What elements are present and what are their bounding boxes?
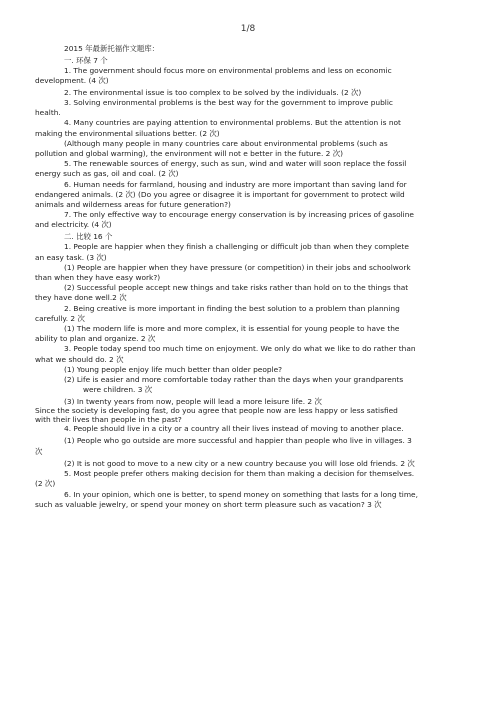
topic-env-2: 2. The environmental issue is too complex to be solved by the individuals. (2 次) xyxy=(64,87,362,97)
topic-env-4-variant: (Although many people in many countries care about environmental problems (such as pollution and global warming), the environment will not e better in the future. 2 次) xyxy=(35,138,388,159)
topic-cmp-5: 5. Most people prefer others making decision for them than making a decision for themselves. (2 次) xyxy=(35,469,415,489)
topic-env-1: 1. The government should focus more on environmental problems and less on economic development. (4 次) xyxy=(35,65,392,86)
topic-cmp-1-sub-2: (2) Successful people accept new things and take risks rather than hold on to the things that they have done well.2 次 xyxy=(35,283,409,303)
doc-title: 2015 年最新托福作文题库： xyxy=(64,44,160,53)
document-body xyxy=(35,44,463,510)
topic-cmp-3: 3. People today spend too much time on enjoyment. We only do what we like to do rather than what we should do. 2 次 xyxy=(35,344,416,364)
topic-cmp-3-sub-1: (1) Young people enjoy life much better than older people? xyxy=(64,364,283,374)
topic-cmp-6: 6. In your opinion, which one is better, to spend money on something that lasts for a long time, such as valuable jewelry, or spend your money on short term pleasure such as vacation? 3 次 xyxy=(35,489,418,509)
topic-env-5: 5. The renewable sources of energy, such as sun, wind and water will soon replace the fossil energy such as gas, oil and coal. (2 次) xyxy=(35,159,407,179)
topic-cmp-4: 4. People should live in a city or a country all their lives instead of moving to another place. xyxy=(64,424,404,434)
topic-cmp-2-sub-1: (1) The modern life is more and more complex, it is essential for young people to have the ability to plan and organize. 2 次 xyxy=(35,323,400,344)
topic-cmp-4-sub-2: (2) It is not good to move to a new city or a new country because you will lose old friends. 2 次 xyxy=(64,459,415,468)
topic-cmp-2: 2. Being creative is more important in finding the best solution to a problem than planning carefully. 2 次 xyxy=(35,303,400,323)
topic-env-4: 4. Many countries are paying attention to environmental problems. But the attention is not making the environmental siluations better. (2 次) xyxy=(35,118,401,138)
section-heading-comparison: 二. 比较 16 个 xyxy=(64,232,113,242)
topic-cmp-1-sub-1: (1) People are happier when they have pressure (or competition) in their jobs and schoolwork than when they have easy work?) xyxy=(35,262,411,282)
section-heading-environment: 一. 环保 7 个 xyxy=(64,55,108,65)
topic-cmp-1: 1. People are happier when they finish a challenging or difficult job than when they complete an easy task. (3 次) xyxy=(35,242,409,262)
topic-cmp-3-question: Since the society is developing fast, do you agree that people now are less happy or less satisfied with their lives than people in the past? xyxy=(35,406,398,424)
topic-env-7: 7. The only effective way to encourage energy conservation is by increasing prices of gasoline and electricity. (4 次) xyxy=(35,210,414,230)
topic-cmp-4-sub-1: (1) People who go outside are more successful and happier than people who live in villages. 3 次 xyxy=(35,435,412,456)
page-number: 1/8 xyxy=(240,24,256,34)
topic-env-3: 3. Solving environmental problems is the best way for the government to improve public health. xyxy=(35,98,393,118)
topic-env-6: 6. Human needs for farmland, housing and industry are more important than saving land for endangered animals. (2 次) (Do you agree or disagree it is important for government to protect wild animals and wilderness areas for future generation?) xyxy=(35,179,407,210)
topic-cmp-3-sub-3: (3) In twenty years from now, people will lead a more leisure life. 2 次 xyxy=(64,396,322,406)
topic-cmp-3-sub-2: (2) Life is easier and more comfortable today rather than the days when your grandparents were children. 3 次 xyxy=(64,375,404,395)
